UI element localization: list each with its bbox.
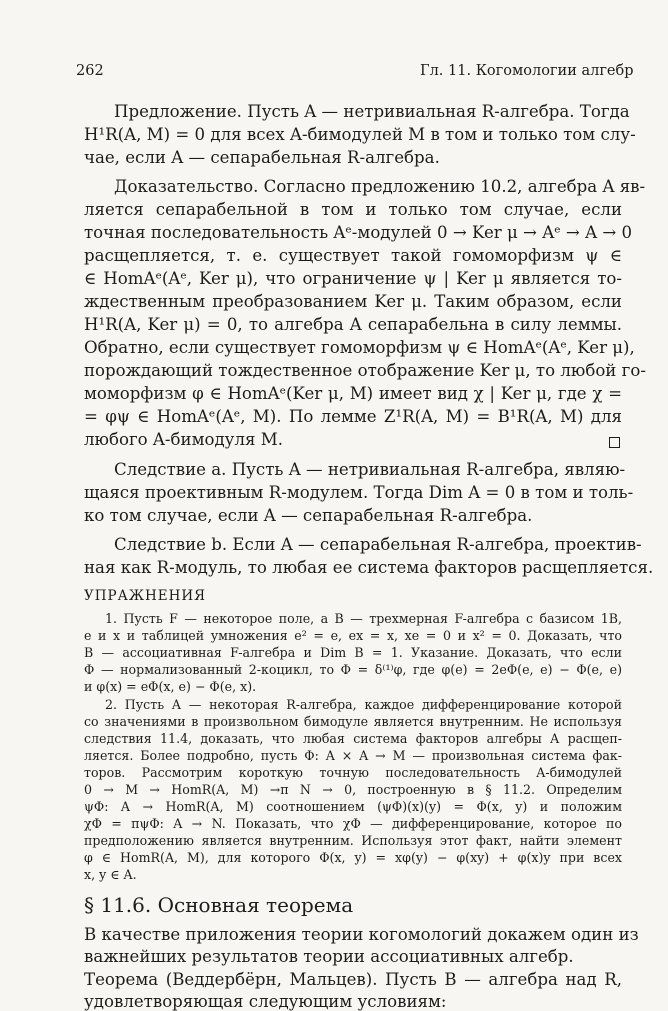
proof-line: Доказательство. Согласно предложению 10.2, алгебра A яв-	[114, 177, 646, 196]
proposition-line: чае, если A — сепарабельная R-алгебра.	[84, 148, 440, 167]
exercise-line: x, y ∈ A.	[84, 867, 137, 882]
body-line: важнейших результатов теории ассоциативных алгебр.	[84, 947, 574, 966]
proof-line: порождающий тождественное отображение Ker μ, то любой го-	[84, 361, 646, 380]
proof-line: ляется сепарабельной в том и только том случае, если	[84, 200, 622, 219]
exercise-line: e и x и таблицей умножения e² = e, ex = x, xe = 0 и x² = 0. Доказать, что	[84, 628, 622, 643]
corollary-a-line: Следствие a. Пусть A — нетривиальная R-алгебра, являю-	[114, 460, 626, 479]
exercise-line: и φ(x) = eΦ(x, e) − Φ(e, x).	[84, 679, 257, 694]
proof-line: Обратно, если существует гомоморфизм ψ ∈ HomAᵉ(Aᵉ, Ker μ),	[84, 338, 635, 357]
exercise-line: ψΦ: A → HomR(A, M) соотношением (ψΦ)(x)(y) = Φ(x, y) и положим	[84, 799, 622, 814]
proof-line: любого A-бимодуля M.	[84, 430, 283, 449]
exercise-line: ляется. Более подробно, пусть Φ: A × A → M — произвольная система фак-	[84, 748, 622, 763]
proof-line: = φψ ∈ HomAᵉ(Aᵉ, M). По лемме Z¹R(A, M) = B¹R(A, M) для	[84, 407, 622, 426]
exercise-line: следствия 11.4, доказать, что любая система факторов алгебры A расщеп-	[84, 731, 622, 746]
exercise-line: торов. Рассмотрим короткую точную последовательность A-бимодулей	[84, 765, 622, 780]
corollary-a-line: ко том случае, если A — сепарабельная R-алгебра.	[84, 506, 533, 525]
exercise-line: 0 → M → HomR(A, M) →π N → 0, построенную в § 11.2. Определим	[84, 782, 622, 797]
exercise-line: Φ — нормализованный 2-коцикл, то Φ = δ⁽¹⁾φ, где φ(e) = 2eΦ(e, e) − Φ(e, e)	[84, 662, 622, 677]
exercise-line: 1. Пусть F — некоторое поле, а B — трехмерная F-алгебра с базисом 1B,	[105, 611, 622, 626]
theorem-line: Теорема (Веддербёрн, Мальцев). Пусть B — алгебра над R,	[84, 970, 622, 989]
section-title: § 11.6. Основная теорема	[84, 893, 354, 917]
exercise-line: B — ассоциативная F-алгебра и Dim B = 1. Указание. Доказать, что если	[84, 645, 622, 660]
proof-line: моморфизм φ ∈ HomAᵉ(Ker μ, M) имеет вид χ | Ker μ, где χ =	[84, 384, 622, 403]
running-title: Гл. 11. Когомологии алгебр	[420, 63, 634, 79]
proof-line: точная последовательность Aᵉ-модулей 0 → Ker μ → Aᵉ → A → 0	[84, 223, 633, 242]
exercise-line: 2. Пусть A — некоторая R-алгебра, каждое дифференцирование которой	[105, 697, 622, 712]
theorem-line: удовлетворяющая следующим условиям:	[84, 992, 447, 1011]
proposition-line: Предложение. Пусть A — нетривиальная R-алгебра. Тогда	[114, 102, 630, 121]
exercises-heading: УПРАЖНЕНИЯ	[84, 588, 207, 604]
proof-line: расщепляется, т. е. существует такой гомоморфизм ψ ∈	[84, 246, 622, 265]
proof-line: ∈ HomAᵉ(Aᵉ, Ker μ), что ограничение ψ | Ker μ является то-	[84, 269, 622, 288]
body-line: В качестве приложения теории когомологий докажем один из	[84, 925, 639, 944]
corollary-b-line: Следствие b. Если A — сепарабельная R-алгебра, проектив-	[114, 535, 642, 554]
exercise-line: φ ∈ HomR(A, M), для которого Φ(x, y) = xφ(y) − φ(xy) + φ(x)y при всех	[84, 850, 622, 865]
exercise-line: со значениями в произвольном бимодуле является внутренним. Не используя	[84, 714, 622, 729]
proposition-line: H¹R(A, M) = 0 для всех A-бимодулей M в том и только том слу-	[84, 125, 636, 144]
exercise-line: χΦ = πψΦ: A → N. Показать, что χΦ — дифференцирование, которое по	[84, 816, 622, 831]
corollary-a-line: щаяся проективным R-модулем. Тогда Dim A = 0 в том и толь-	[84, 483, 634, 502]
proof-line: ждественным преобразованием Ker μ. Таким образом, если	[84, 292, 622, 311]
qed-square	[609, 437, 620, 448]
corollary-b-line: ная как R-модуль, то любая ее система факторов расщепляется.	[84, 558, 654, 577]
exercise-line: предположению является внутренним. Используя этот факт, найти элемент	[84, 833, 622, 848]
proof-line: H¹R(A, Ker μ) = 0, то алгебра A сепарабельна в силу леммы.	[84, 315, 622, 334]
page-number: 262	[76, 63, 104, 79]
